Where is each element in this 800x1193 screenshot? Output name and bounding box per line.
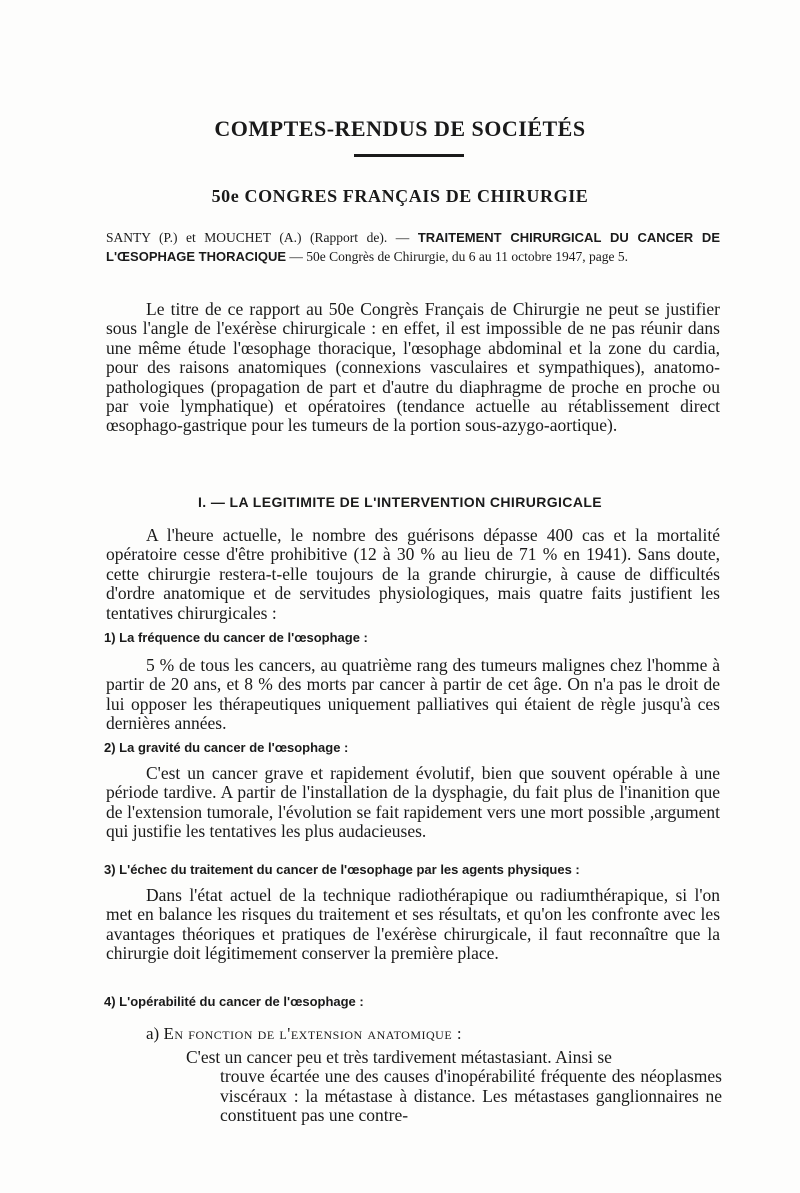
intro-paragraph: Le titre de ce rapport au 50e Congrès Français de Chirurgie ne peut se justifier sous l'angle de l'exérèse chirurgicale : en effet, il est impossible de ne pas réunir dans une même étude l'œsophage thoracique, l'œsophage abdominal et la zone du cardia, pour des raisons anatomiques (connexions vasculaires et sympathiques), anatomo-pathologiques (propagation de part et d'autre du diaphragme de proche en proche ou par voie lymphatique) et opératoires (tendance actuelle au rétablissement direct œsophago-gastrique pour les tumeurs de la portion sous-azygo-aortique). <box>106 299 720 436</box>
sub-point-title: En fonction de l'extension anatomique : <box>163 1024 463 1043</box>
point-text-3: Dans l'état actuel de la technique radiothérapique ou radiumthérapique, si l'on met en balance les risques du traitement et ses résultats, et qu'on les confronte avec les avantages théoriques et pratiques de l'exérèse chirurgicale, il faut reconnaître que la chirurgie doit légitimement conserver la première place. <box>106 885 720 964</box>
section-paragraph: A l'heure actuelle, le nombre des guérisons dépasse 400 cas et la mortalité opératoire cesse d'être prohibitive (12 à 30 % au lieu de 71 % en 1941). Sans doute, cette chirurgie restera-t-elle toujours de la grande chirurgie, à cause de difficultés d'ordre anatomique et de servitudes physiologiques, mais quatre faits justifient les tentatives chirurgicales : <box>106 525 720 623</box>
reference-authors: SANTY (P.) et MOUCHET (A.) (Rapport de). — <box>106 230 410 245</box>
point-text-2: C'est un cancer grave et rapidement évolutif, bien que souvent opérable à une période tardive. A partir de l'installation de la dysphagie, du fait plus de l'inanition que de l'extension tumorale, l'évolution se fait rapidement vers une mort possible ,argument qui justifie les tentatives les plus audacieuses. <box>106 763 720 842</box>
point-heading-2: 2) La gravité du cancer de l'œsophage : <box>104 740 349 755</box>
reference-title: TRAITEMENT CHIRURGICAL DU CANCER DE L'ŒSOPHAGE THORACIQUE <box>106 230 720 264</box>
sub-point-label: a) <box>146 1024 160 1043</box>
sub-point-line-1: C'est un cancer peu et très tardivement métastasiant. Ainsi se <box>186 1047 612 1067</box>
congress-subtitle: 50e CONGRES FRANÇAIS DE CHIRURGIE <box>211 186 589 206</box>
page-title: COMPTES-RENDUS DE SOCIÉTÉS <box>214 116 586 141</box>
point-heading-1: 1) La fréquence du cancer de l'œsophage : <box>104 630 368 645</box>
section-heading: I. — LA LEGITIMITE DE L'INTERVENTION CHIRURGICALE <box>197 494 603 510</box>
point-heading-4: 4) L'opérabilité du cancer de l'œsophage : <box>104 994 364 1009</box>
sub-point-paragraph <box>186 1048 722 1126</box>
sub-point-line-rest: trouve écartée une des causes d'inopérabilité fréquente des néoplasmes viscéraux : la métastase à distance. Les métastases ganglionnaires ne constituent pas une contre- <box>220 1066 722 1126</box>
reference-source: — 50e Congrès de Chirurgie, du 6 au 11 octobre 1947, page 5. <box>289 249 628 264</box>
point-text-1: 5 % de tous les cancers, au quatrième rang des tumeurs malignes chez l'homme à partir de 20 ans, et 8 % des morts par cancer à partir de cet âge. On n'a pas le droit de lui opposer les thérapeutiques uniquement palliatives qui étaient de règle jusqu'à ces dernières années. <box>106 655 720 734</box>
bibliographic-reference <box>106 228 720 266</box>
sub-point-heading <box>146 1024 726 1044</box>
title-divider <box>354 154 464 157</box>
point-heading-3: 3) L'échec du traitement du cancer de l'œsophage par les agents physiques : <box>104 862 580 877</box>
